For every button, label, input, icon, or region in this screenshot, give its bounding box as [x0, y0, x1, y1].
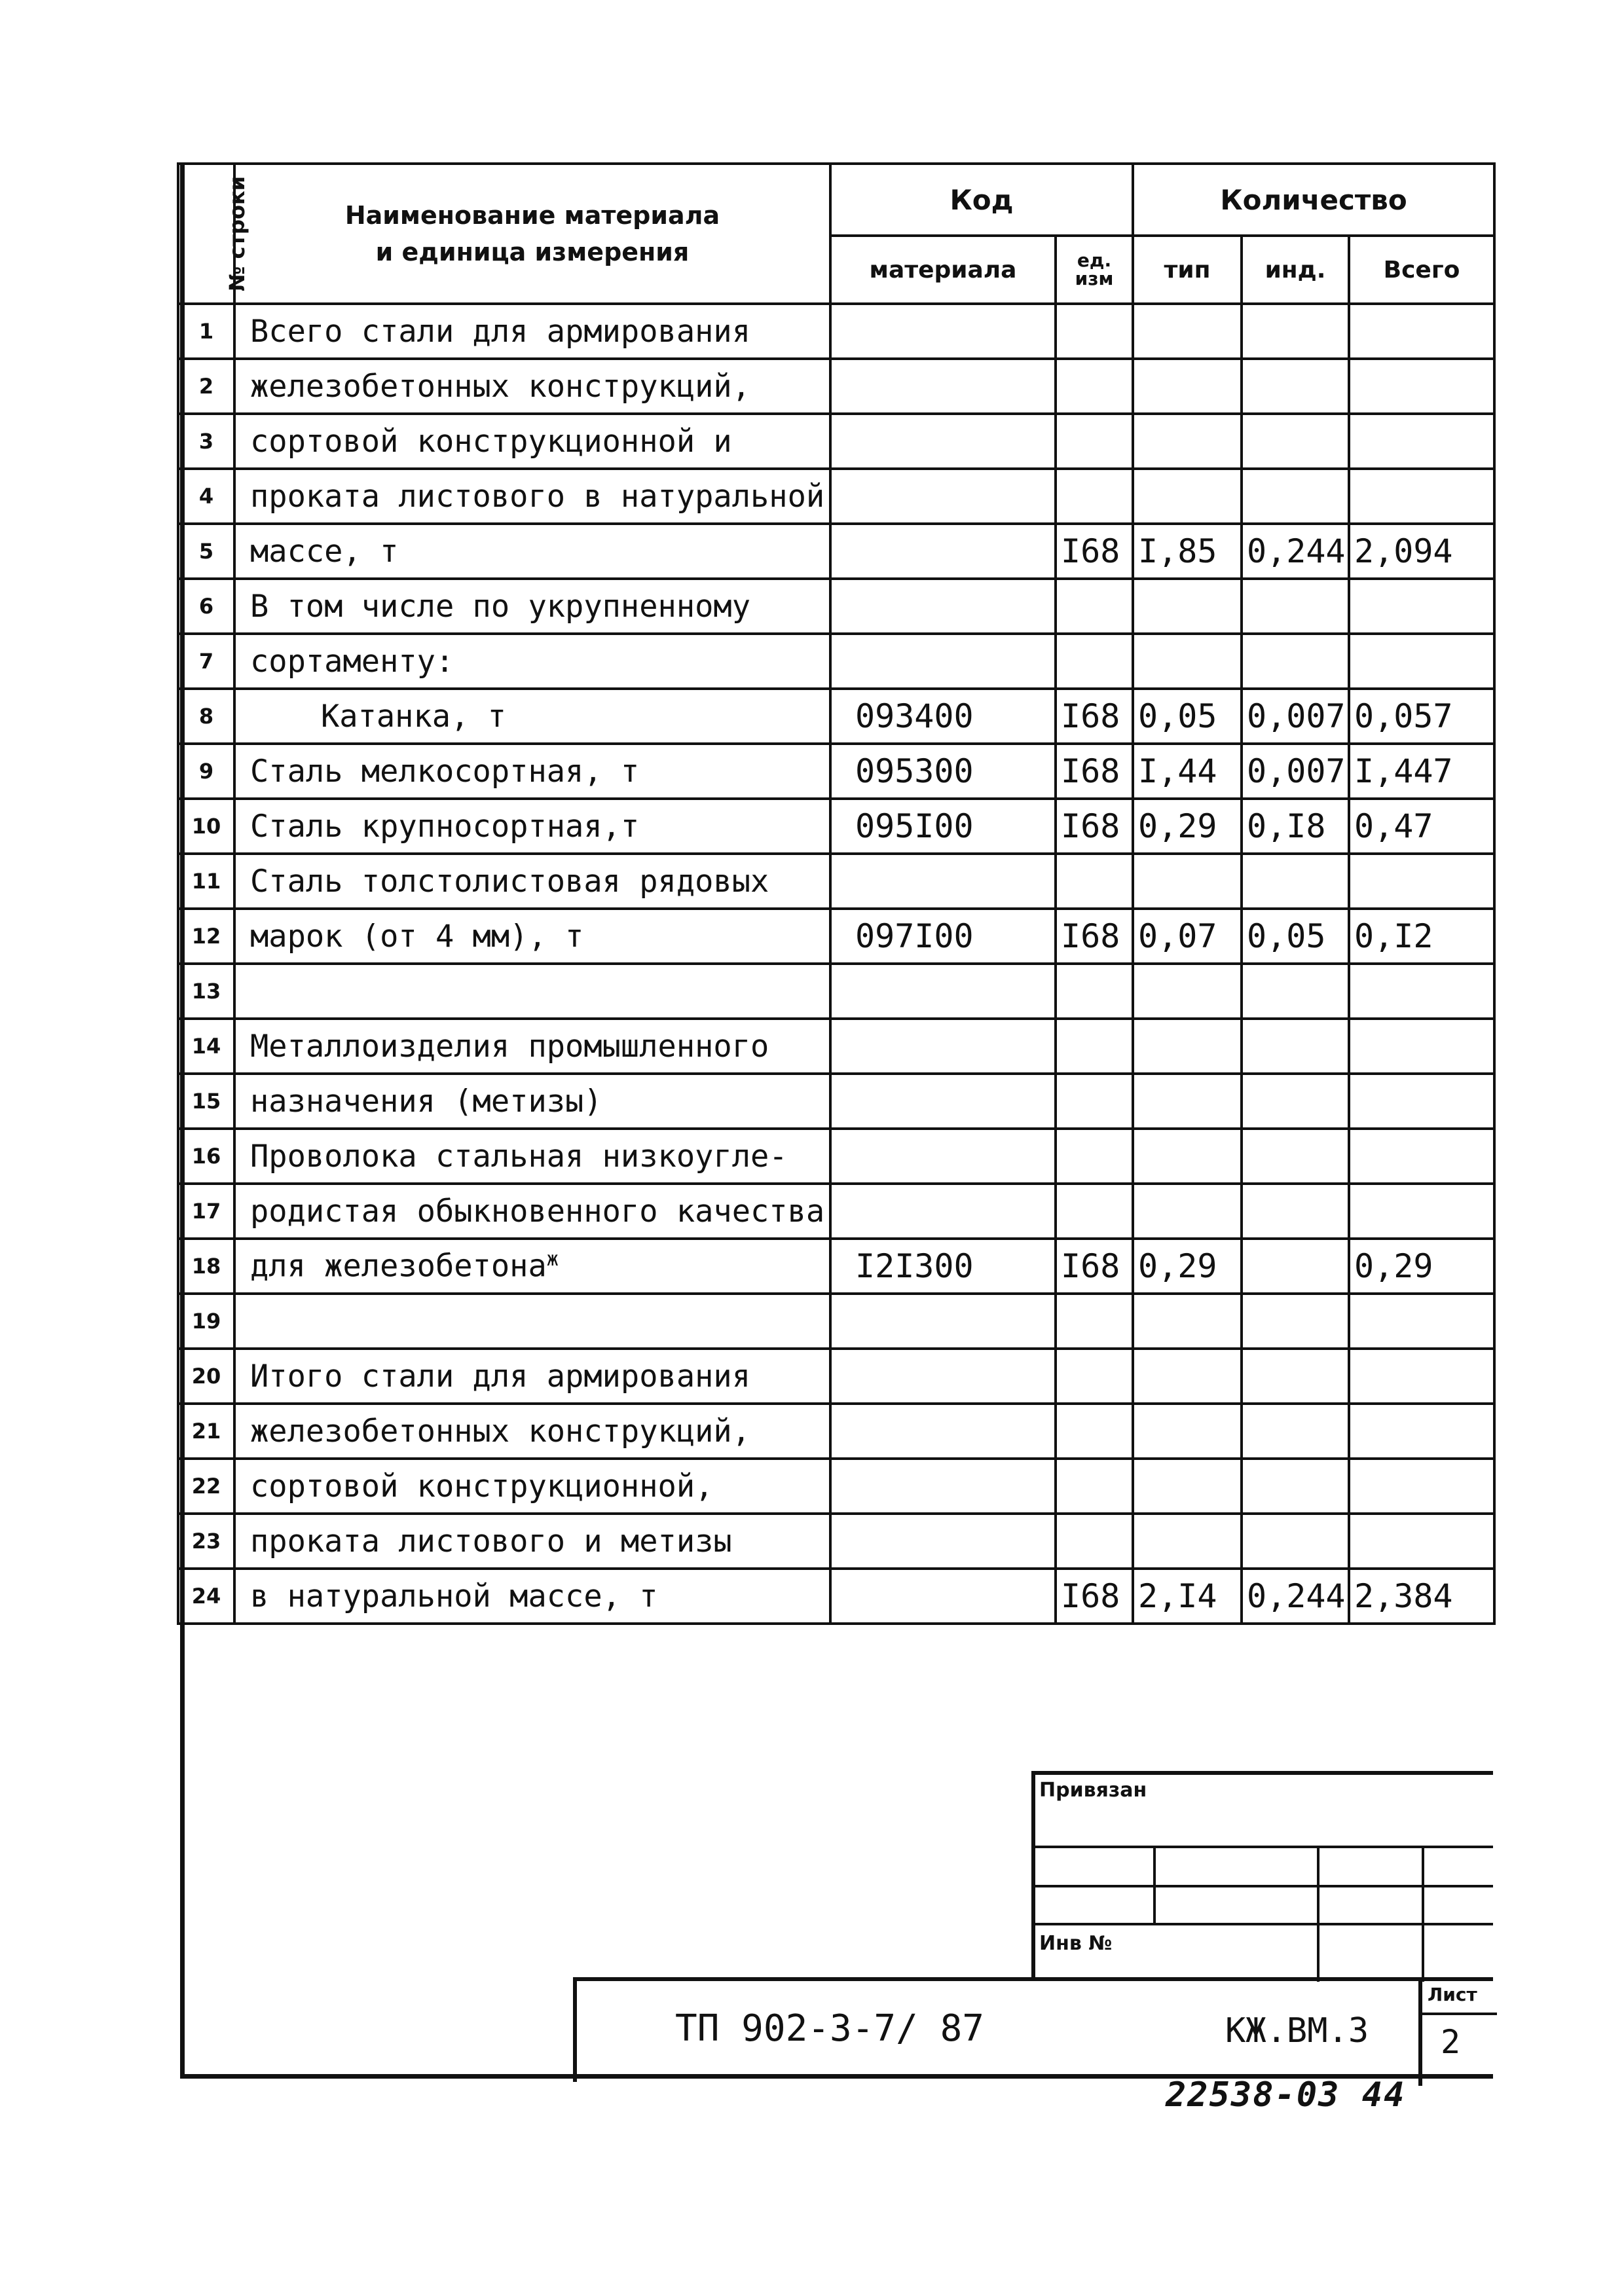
material-name: Итого стали для армирования	[234, 1349, 830, 1404]
material-code	[830, 524, 1056, 579]
unit-code	[1056, 634, 1133, 689]
qty-total: 0,29	[1349, 1239, 1494, 1294]
row-number: 22	[178, 1459, 234, 1514]
unit-code	[1056, 854, 1133, 909]
unit-code	[1056, 469, 1133, 524]
material-code	[830, 1019, 1056, 1074]
material-code	[830, 414, 1056, 469]
qty-individual	[1242, 1349, 1349, 1404]
qty-type: I,44	[1133, 744, 1242, 799]
material-name: Металлоизделия промышленного	[234, 1019, 830, 1074]
qty-individual	[1242, 1074, 1349, 1129]
material-code: 093400	[830, 689, 1056, 744]
material-name: Проволока стальная низкоугле-	[234, 1129, 830, 1184]
qty-individual	[1242, 359, 1349, 414]
qty-type	[1133, 854, 1242, 909]
qty-total	[1349, 304, 1494, 359]
qty-total	[1349, 1459, 1494, 1514]
row-number: 3	[178, 414, 234, 469]
project-code: ТП 902-3-7/ 87	[675, 2007, 985, 2050]
row-number: 23	[178, 1514, 234, 1569]
qty-type	[1133, 964, 1242, 1019]
row-number: 18	[178, 1239, 234, 1294]
row-number: 17	[178, 1184, 234, 1239]
material-code	[830, 1459, 1056, 1514]
material-code: 097I00	[830, 909, 1056, 964]
qty-total	[1349, 579, 1494, 634]
unit-code	[1056, 304, 1133, 359]
material-code	[830, 1404, 1056, 1459]
row-number: 7	[178, 634, 234, 689]
unit-code: I68	[1056, 744, 1133, 799]
row-number: 20	[178, 1349, 234, 1404]
row-number: 16	[178, 1129, 234, 1184]
table-row	[178, 1294, 1494, 1349]
material-code	[830, 1074, 1056, 1129]
row-number: 24	[178, 1569, 234, 1624]
table-row	[178, 799, 1494, 854]
qty-type	[1133, 1184, 1242, 1239]
material-name-header: Наименование материала и единица измерения	[234, 164, 830, 304]
qty-individual	[1242, 1459, 1349, 1514]
unit-code: I68	[1056, 909, 1133, 964]
table-row	[178, 1569, 1494, 1624]
qty-total	[1349, 1074, 1494, 1129]
row-number: 11	[178, 854, 234, 909]
material-name: железобетонных конструкций,	[234, 359, 830, 414]
qty-individual	[1242, 634, 1349, 689]
qty-individual	[1242, 1239, 1349, 1294]
material-name: сортовой конструкционной,	[234, 1459, 830, 1514]
qty-total	[1349, 1129, 1494, 1184]
row-number: 12	[178, 909, 234, 964]
table-row	[178, 689, 1494, 744]
materials-table	[177, 162, 1496, 1625]
material-code	[830, 469, 1056, 524]
qty-total	[1349, 469, 1494, 524]
document-mark: КЖ.ВМ.3	[1225, 2011, 1369, 2050]
sheet-label: Лист	[1428, 1984, 1477, 2005]
qty-individual	[1242, 1129, 1349, 1184]
code-group-header: Код	[830, 164, 1133, 236]
table-row	[178, 909, 1494, 964]
qty-total: I,447	[1349, 744, 1494, 799]
title-stamp	[573, 1977, 1493, 2082]
material-name: сортовой конструкционной и	[234, 414, 830, 469]
material-name	[234, 1294, 830, 1349]
material-name: Сталь крупносортная,т	[234, 799, 830, 854]
row-number: 5	[178, 524, 234, 579]
unit-code	[1056, 359, 1133, 414]
table-row	[178, 579, 1494, 634]
unit-code: I68	[1056, 1569, 1133, 1624]
row-number: 13	[178, 964, 234, 1019]
material-code: 095300	[830, 744, 1056, 799]
unit-code	[1056, 1459, 1133, 1514]
qty-individual: 0,I8	[1242, 799, 1349, 854]
qty-total	[1349, 359, 1494, 414]
table-row	[178, 304, 1494, 359]
table-row	[178, 1459, 1494, 1514]
material-name: проката листового в натуральной	[234, 469, 830, 524]
row-number: 6	[178, 579, 234, 634]
qty-type	[1133, 1404, 1242, 1459]
material-code	[830, 579, 1056, 634]
material-code	[830, 359, 1056, 414]
total-header: Всего	[1349, 236, 1494, 304]
qty-type	[1133, 1294, 1242, 1349]
qty-type	[1133, 1129, 1242, 1184]
qty-total	[1349, 634, 1494, 689]
qty-total: 0,I2	[1349, 909, 1494, 964]
table-row	[178, 1514, 1494, 1569]
row-number: 9	[178, 744, 234, 799]
material-code	[830, 634, 1056, 689]
unit-code	[1056, 1074, 1133, 1129]
qty-type	[1133, 1349, 1242, 1404]
qty-individual	[1242, 414, 1349, 469]
table-row	[178, 1019, 1494, 1074]
qty-individual	[1242, 854, 1349, 909]
row-number: 1	[178, 304, 234, 359]
row-number: 19	[178, 1294, 234, 1349]
qty-total	[1349, 1184, 1494, 1239]
material-name: Сталь толстолистовая рядовых	[234, 854, 830, 909]
material-name: для железобетона$^ж$	[234, 1239, 830, 1294]
row-number: 14	[178, 1019, 234, 1074]
material-name: проката листового и метизы	[234, 1514, 830, 1569]
table-row	[178, 634, 1494, 689]
material-name: В том числе по укрупненному	[234, 579, 830, 634]
qty-individual	[1242, 1184, 1349, 1239]
table-row	[178, 1239, 1494, 1294]
type-header: тип	[1133, 236, 1242, 304]
qty-total	[1349, 414, 1494, 469]
qty-type: I,85	[1133, 524, 1242, 579]
qty-type: 2,I4	[1133, 1569, 1242, 1624]
qty-type	[1133, 359, 1242, 414]
binding-block	[1031, 1771, 1493, 1980]
material-code	[830, 1184, 1056, 1239]
qty-type	[1133, 469, 1242, 524]
qty-individual	[1242, 1294, 1349, 1349]
material-code: 095I00	[830, 799, 1056, 854]
unit-code: I68	[1056, 524, 1133, 579]
table-row	[178, 524, 1494, 579]
material-code: I2I300	[830, 1239, 1056, 1294]
unit-code: I68	[1056, 689, 1133, 744]
qty-individual	[1242, 964, 1349, 1019]
material-code	[830, 1294, 1056, 1349]
material-code	[830, 1129, 1056, 1184]
row-number-header: № строки	[178, 164, 234, 304]
table-row	[178, 854, 1494, 909]
table-row	[178, 1349, 1494, 1404]
unit-code	[1056, 1349, 1133, 1404]
material-name: Катанка, т	[234, 689, 830, 744]
material-name: железобетонных конструкций,	[234, 1404, 830, 1459]
row-number: 21	[178, 1404, 234, 1459]
unit-code	[1056, 579, 1133, 634]
qty-type	[1133, 414, 1242, 469]
unit-code	[1056, 1294, 1133, 1349]
qty-individual	[1242, 579, 1349, 634]
individual-header: инд.	[1242, 236, 1349, 304]
material-name: назначения (метизы)	[234, 1074, 830, 1129]
material-code	[830, 304, 1056, 359]
material-code	[830, 854, 1056, 909]
qty-type	[1133, 304, 1242, 359]
material-code	[830, 1514, 1056, 1569]
material-name: в натуральной массе, т	[234, 1569, 830, 1624]
qty-total: 0,47	[1349, 799, 1494, 854]
material-name	[234, 964, 830, 1019]
qty-type: 0,29	[1133, 799, 1242, 854]
qty-total: 0,057	[1349, 689, 1494, 744]
sheet-box	[1418, 1977, 1497, 2086]
qty-individual: 0,244	[1242, 524, 1349, 579]
quantity-group-header: Количество	[1133, 164, 1494, 236]
table-row	[178, 469, 1494, 524]
inventory-label: Инв №	[1039, 1932, 1113, 1955]
material-code	[830, 964, 1056, 1019]
material-name: марок (от 4 мм), т	[234, 909, 830, 964]
table-row	[178, 359, 1494, 414]
unit-code	[1056, 964, 1133, 1019]
table-row	[178, 964, 1494, 1019]
qty-individual	[1242, 1404, 1349, 1459]
qty-total	[1349, 1019, 1494, 1074]
qty-individual	[1242, 304, 1349, 359]
qty-total	[1349, 854, 1494, 909]
table-row	[178, 1074, 1494, 1129]
row-number: 10	[178, 799, 234, 854]
material-code-header: материала	[830, 236, 1056, 304]
unit-code	[1056, 1129, 1133, 1184]
qty-total: 2,094	[1349, 524, 1494, 579]
sheet-number: 2	[1441, 2023, 1461, 2061]
qty-individual: 0,007	[1242, 689, 1349, 744]
table-row	[178, 1184, 1494, 1239]
unit-code	[1056, 1514, 1133, 1569]
footnote-mark: ж	[546, 1248, 559, 1271]
unit-code: I68	[1056, 799, 1133, 854]
qty-individual: 0,244	[1242, 1569, 1349, 1624]
qty-total	[1349, 1404, 1494, 1459]
bound-label: Привязан	[1039, 1779, 1147, 1802]
archive-number: 22538-03 44	[1166, 2075, 1406, 2115]
qty-individual: 0,007	[1242, 744, 1349, 799]
qty-type	[1133, 1019, 1242, 1074]
qty-individual	[1242, 1019, 1349, 1074]
qty-type	[1133, 579, 1242, 634]
qty-type: 0,29	[1133, 1239, 1242, 1294]
row-number: 4	[178, 469, 234, 524]
unit-code	[1056, 1404, 1133, 1459]
table-row	[178, 414, 1494, 469]
qty-type: 0,05	[1133, 689, 1242, 744]
material-code	[830, 1569, 1056, 1624]
qty-type	[1133, 1074, 1242, 1129]
unit-code	[1056, 1184, 1133, 1239]
qty-total	[1349, 1294, 1494, 1349]
unit-header: ед. изм	[1056, 236, 1133, 304]
table-row	[178, 1404, 1494, 1459]
qty-total	[1349, 964, 1494, 1019]
qty-total	[1349, 1349, 1494, 1404]
material-name: Всего стали для армирования	[234, 304, 830, 359]
row-number: 2	[178, 359, 234, 414]
unit-code	[1056, 1019, 1133, 1074]
unit-code: I68	[1056, 1239, 1133, 1294]
qty-individual: 0,05	[1242, 909, 1349, 964]
material-name: Сталь мелкосортная, т	[234, 744, 830, 799]
material-code	[830, 1349, 1056, 1404]
qty-type	[1133, 1514, 1242, 1569]
qty-type	[1133, 1459, 1242, 1514]
qty-total	[1349, 1514, 1494, 1569]
unit-code	[1056, 414, 1133, 469]
qty-type: 0,07	[1133, 909, 1242, 964]
qty-individual	[1242, 469, 1349, 524]
row-number: 8	[178, 689, 234, 744]
material-name: родистая обыкновенного качества	[234, 1184, 830, 1239]
qty-total: 2,384	[1349, 1569, 1494, 1624]
table-row	[178, 1129, 1494, 1184]
material-name: массе, т	[234, 524, 830, 579]
table-row	[178, 744, 1494, 799]
qty-individual	[1242, 1514, 1349, 1569]
row-number: 15	[178, 1074, 234, 1129]
material-name: сортаменту:	[234, 634, 830, 689]
qty-type	[1133, 634, 1242, 689]
